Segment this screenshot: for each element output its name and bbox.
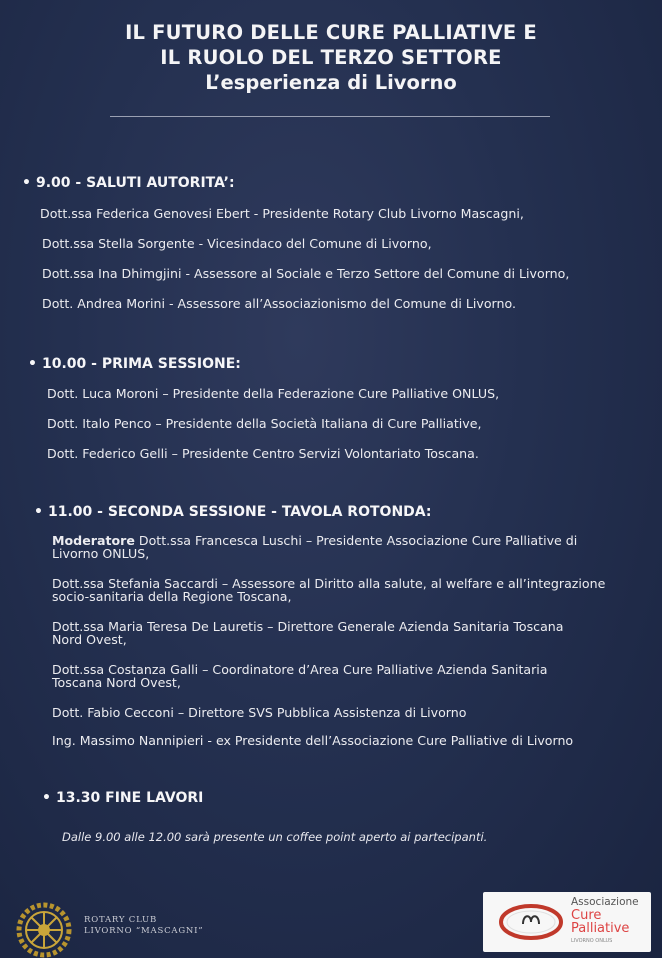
rotary-wheel-icon — [14, 902, 74, 958]
program-line: Nord Ovest, — [52, 632, 127, 647]
program-line: Dott.ssa Costanza Galli – Coordinatore d’Area Cure Palliative Azienda Sanitaria — [52, 662, 548, 677]
header-divider — [110, 116, 550, 117]
program-line: socio-sanitaria della Regione Toscana, — [52, 589, 292, 604]
section-heading-text: 9.00 - SALUTI AUTORITA’: — [36, 175, 235, 191]
program-line: Dott. Luca Moroni – Presidente della Federazione Cure Palliative ONLUS, — [47, 386, 500, 401]
subtitle: L’esperienza di Livorno — [205, 71, 457, 94]
bullet-icon: • — [34, 504, 43, 520]
bullet-icon: • — [22, 175, 31, 191]
program-line: Ing. Massimo Nannipieri - ex Presidente dell’Associazione Cure Palliative di Livorno — [52, 733, 574, 748]
coffee-note: Dalle 9.00 alle 12.00 sarà presente un coffee point aperto ai partecipanti. — [62, 830, 488, 844]
associazione-logo — [483, 892, 651, 952]
poster-header — [0, 20, 662, 96]
moderator-text: Dott.ssa Francesca Luschi – Presidente Associazione Cure Palliative di — [134, 533, 578, 548]
assoc-line-3: Palliative — [571, 921, 630, 936]
program-line: Dott. Italo Penco – Presidente della Società Italiana di Cure Palliative, — [47, 416, 482, 431]
heart-swirl-icon — [497, 902, 565, 942]
program-line: Dott.ssa Ina Dhimgjini - Assessore al Sociale e Terzo Settore del Comune di Livorno, — [42, 266, 570, 281]
section-heading-text: 13.30 FINE LAVORI — [56, 790, 204, 806]
program-line: Dott. Andrea Morini - Assessore all’Associazionismo del Comune di Livorno. — [42, 296, 516, 311]
section-heading-text: 11.00 - SECONDA SESSIONE - TAVOLA ROTONDA: — [48, 504, 432, 520]
moderator-label: Moderatore — [52, 533, 135, 548]
section-heading-seconda-sessione — [34, 504, 431, 520]
program-line: Dott.ssa Maria Teresa De Lauretis – Direttore Generale Azienda Sanitaria Toscana — [52, 619, 564, 634]
title-line-1: IL FUTURO DELLE CURE PALLIATIVE E — [125, 21, 537, 44]
program-line: Livorno ONLUS, — [52, 546, 150, 561]
assoc-line-4: LIVORNO ONLUS — [571, 938, 613, 944]
program-line: Dott. Fabio Cecconi – Direttore SVS Pubblica Assistenza di Livorno — [52, 705, 467, 720]
bullet-icon: • — [42, 790, 51, 806]
bullet-icon: • — [28, 356, 37, 372]
rotary-line-2: LIVORNO “MASCAGNI” — [84, 926, 204, 936]
program-line: Dott. Federico Gelli – Presidente Centro Servizi Volontariato Toscana. — [47, 446, 479, 461]
section-heading-text: 10.00 - PRIMA SESSIONE: — [42, 356, 241, 372]
rotary-club-label — [84, 915, 203, 937]
section-heading-fine-lavori — [42, 790, 203, 806]
program-line: Dott.ssa Stella Sorgente - Vicesindaco del Comune di Livorno, — [42, 236, 432, 251]
rotary-line-1: ROTARY CLUB — [84, 915, 158, 925]
title-line-2: IL RUOLO DEL TERZO SETTORE — [160, 46, 502, 69]
program-line: Dott.ssa Federica Genovesi Ebert - Presidente Rotary Club Livorno Mascagni, — [40, 206, 524, 221]
program-line: Toscana Nord Ovest, — [52, 675, 181, 690]
program-line: Dott.ssa Stefania Saccardi – Assessore al Diritto alla salute, al welfare e all’integrazione — [52, 576, 606, 591]
section-heading-prima-sessione — [28, 356, 241, 372]
assoc-line-2: Cure — [571, 908, 602, 923]
associazione-text — [571, 896, 639, 948]
section-heading-saluti — [22, 175, 235, 191]
assoc-line-1: Associazione — [571, 896, 639, 908]
